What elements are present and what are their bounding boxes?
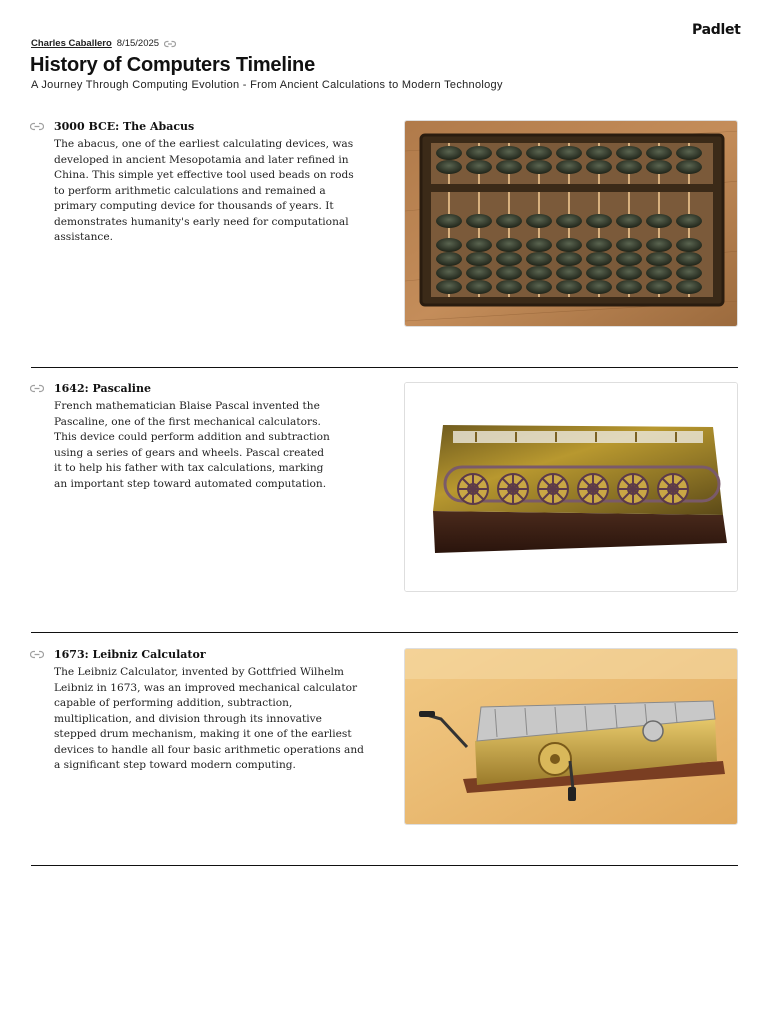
link-icon[interactable] bbox=[30, 650, 44, 659]
post-body-line: devices to handle all four basic arithmetic operations and bbox=[54, 743, 364, 756]
post-body-line: it to help his father with tax calculations, marking bbox=[54, 462, 324, 474]
post-body-line: The abacus, one of the earliest calculating devices, was bbox=[54, 138, 354, 150]
page-subtitle: A Journey Through Computing Evolution - From Ancient Calculations to Modern Technology bbox=[31, 79, 503, 91]
author-link[interactable]: Charles Caballero bbox=[31, 38, 112, 49]
post-body-line: China. This simple yet effective tool used beads on rods bbox=[54, 169, 354, 181]
padlet-logo[interactable]: Padlet bbox=[692, 22, 741, 38]
post-body-line: Leibniz in 1673, was an improved mechanical calculator bbox=[54, 681, 358, 694]
post-body-line: capable of performing addition, subtraction, bbox=[54, 697, 293, 709]
post-body-line: The Leibniz Calculator, invented by Gottfried Wilhelm bbox=[54, 666, 344, 678]
post-body-line: developed in ancient Mesopotamia and later refined in bbox=[54, 153, 349, 166]
post-body-line: an important step toward automated computation. bbox=[54, 477, 327, 490]
divider bbox=[31, 865, 738, 866]
post-body-line: stepped drum mechanism, making it one of the earliest bbox=[54, 728, 352, 740]
divider bbox=[31, 367, 738, 368]
post-body-line: multiplication, and division through its innovative bbox=[54, 712, 322, 725]
post-body-line: assistance. bbox=[54, 231, 113, 243]
post-title: 3000 BCE: The Abacus bbox=[54, 120, 195, 133]
post-body bbox=[54, 137, 354, 246]
post-body-line: to perform arithmetic calculations and remained a bbox=[54, 184, 326, 197]
post-body bbox=[54, 399, 330, 492]
post-body-line: demonstrates humanity's early need for computational bbox=[54, 215, 349, 228]
post-body-line: primary computing device for thousands of years. It bbox=[54, 200, 334, 212]
link-icon[interactable] bbox=[30, 122, 44, 131]
page-title: History of Computers Timeline bbox=[30, 54, 315, 76]
post-body bbox=[54, 665, 364, 774]
link-icon[interactable] bbox=[30, 384, 44, 393]
post-date: 8/15/2025 bbox=[116, 38, 160, 49]
post-body-line: a significant step toward modern computing. bbox=[54, 759, 296, 771]
post-title: 1642: Pascaline bbox=[54, 382, 151, 395]
divider bbox=[31, 632, 738, 633]
post-body-line: This device could perform addition and subtraction bbox=[54, 431, 330, 443]
post-title: 1673: Leibniz Calculator bbox=[54, 648, 206, 661]
post-body-line: French mathematician Blaise Pascal invented the bbox=[54, 400, 320, 412]
post-body-line: Pascaline, one of the first mechanical calculators. bbox=[54, 415, 321, 428]
post-meta bbox=[31, 38, 176, 49]
abacus-image[interactable] bbox=[404, 120, 738, 327]
link-icon[interactable] bbox=[164, 40, 176, 48]
leibniz-calculator-image[interactable] bbox=[404, 648, 738, 825]
post-body-line: using a series of gears and wheels. Pascal created bbox=[54, 446, 325, 459]
pascaline-image[interactable] bbox=[404, 382, 738, 592]
